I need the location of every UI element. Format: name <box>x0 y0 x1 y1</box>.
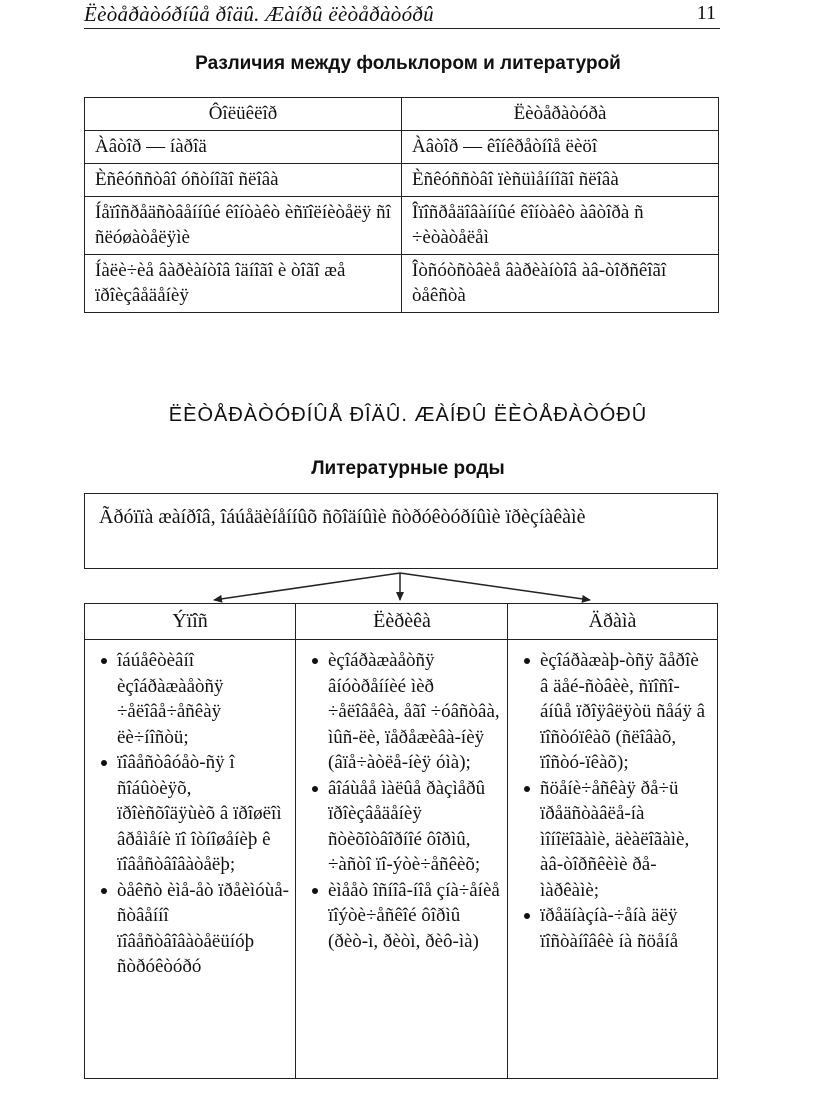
table-cell: Îòñóòñòâèå âàðèàíòîâ àâ-òîðñêîãî òåêñòà <box>402 255 719 313</box>
list-item: ïðåäíàçíà-÷åíà äëÿ ïîñòàíîâêè íà ñöåíå <box>524 903 711 954</box>
column-header-folklore: Ôîëüêëîð <box>85 98 402 131</box>
list-item: âîáùåå ìàëûå ðàçìåðû ïðîèçâåäåíèÿ ñòèõîòâîðíîé ôîðìû, ÷àñòî ïî-ýòè÷åñêèõ; <box>312 776 502 878</box>
genre-name: Ýïîñ <box>85 604 295 640</box>
list-item: ñöåíè÷åñêàÿ ðå÷ü ïðåäñòàâëå-íà ìîíîëîãàìè, äèàëîãàìè, àâ-òîðñêèìè ðå-ìàðêàìè; <box>524 776 711 904</box>
genre-features <box>508 640 717 954</box>
page-number: 11 <box>696 2 716 24</box>
table-cell: Íàëè÷èå âàðèàíòîâ îäíîãî è òîãî æå ïðîèçâåäåíèÿ <box>85 255 402 313</box>
genre-name: Äðàìà <box>508 604 717 640</box>
folklore-vs-literature-heading: Различия между фольклором и литературой <box>195 53 621 74</box>
running-head <box>84 2 720 29</box>
list-item: èçîáðàæàþ-òñÿ ãåðîè â äåé-ñòâèè, ñïîñî-áíûå ïðîÿâëÿòü ñåáÿ â ïîñòóïêàõ (ñëîâàõ, ïîñòó-ïêàõ); <box>524 648 711 776</box>
table-cell: Íåïîñðåäñòâåííûé êîíòàêò èñïîëíèòåëÿ ñî ñëóøàòåëÿìè <box>85 197 402 255</box>
table-cell: Èñêóññòâî ïèñüìåííîãî ñëîâà <box>402 164 719 197</box>
table-cell: Àâòîð — íàðîä <box>85 131 402 164</box>
table-row <box>85 131 719 164</box>
definition-box: Ãðóïïà æàíðîâ, îáúåäèíåííûõ ñõîäíûìè ñòðóêòóðíûìè ïðèçíàêàìè <box>84 493 718 569</box>
table-cell: Îïîñðåäîâàííûé êîíòàêò àâòîðà ñ ÷èòàòåëåì <box>402 197 719 255</box>
genre-column-drama <box>507 604 717 1078</box>
genre-features <box>85 640 295 980</box>
genre-column-epic <box>85 604 295 1078</box>
table-row <box>85 197 719 255</box>
table-header-row <box>85 98 719 131</box>
running-head-title: Ëèòåðàòóðíûå ðîäû. Æàíðû ëèòåðàòóðû <box>84 2 434 26</box>
list-item: ïîâåñòâóåò-ñÿ î ñîáûòèÿõ, ïðîèñõîäÿùèõ â ïðîøëîì âðåìåíè ïî îòíîøåíèþ ê ïîâåñòâîâàòåëþ; <box>101 750 289 878</box>
column-header-literature: Ëèòåðàòóðà <box>402 98 719 131</box>
list-item: îáúåêòèâíî èçîáðàæàåòñÿ ÷åëîâå÷åñêàÿ ëè÷íîñòü; <box>101 648 289 750</box>
list-item: èìååò îñíîâ-íîå çíà÷åíèå ïîýòè÷åñêîé ôîðìû (ðèò-ì, ðèòì, ðèô-ìà) <box>312 878 502 955</box>
list-item: èçîáðàæàåòñÿ âíóòðåííèé ìèð ÷åëîâåêà, åãî ÷óâñòâà, ìûñ-ëè, ïåðåæèâà-íèÿ (âïå÷àòëå-íèÿ óìà); <box>312 648 502 776</box>
table-cell: Àâòîð — êîíêðåòíîå ëèöî <box>402 131 719 164</box>
arrow-to-drama <box>400 573 590 600</box>
arrow-to-epic <box>214 573 400 600</box>
literary-kinds-heading: Литературные роды <box>311 458 505 479</box>
list-item: òåêñò èìå-åò ïðåèìóùå-ñòâåííî ïîâåñòâîâàòåëüíóþ ñòðóêòóðó <box>101 878 289 980</box>
section-title: ËÈÒÅÐÀÒÓÐÍÛÅ ÐÎÄÛ. ÆÀÍÐÛ ËÈÒÅÐÀÒÓÐÛ <box>168 404 648 426</box>
genre-name: Ëèðèêà <box>296 604 508 640</box>
comparison-table <box>84 97 719 313</box>
table-row <box>85 255 719 313</box>
table-row <box>85 164 719 197</box>
genre-features <box>296 640 508 954</box>
genre-column-lyric <box>295 604 508 1078</box>
genres-table <box>84 603 718 1079</box>
table-cell: Èñêóññòâî óñòíîãî ñëîâà <box>85 164 402 197</box>
